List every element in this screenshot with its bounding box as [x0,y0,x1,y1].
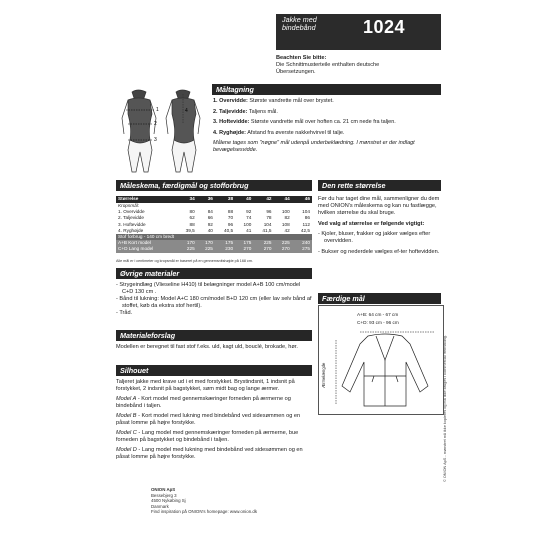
text-span: - Kort model med gennemskæringer forneden på ærmerne og bindebånd i taljen. [116,396,291,409]
text-span: - Kort model med lukning med bindebånd ved sidesømmen og en påsat lomme på højre forstykke. [116,413,301,426]
note-line-1: Beachten Sie bitte: [276,55,327,61]
finished-measurement-ab: A+B: 64 cm - 67 cm [357,312,399,317]
table-cell: 42 [284,227,290,233]
text-span: 1. Overvidde: [213,98,248,104]
maaltagning-heading: Måltagning [212,84,441,95]
rette-subheading: Ved valg af størrelse er følgende vigtigt: [318,221,425,227]
silhouet-heading: Silhouet [116,365,312,376]
text-span: 2. Taljevidde: [213,108,248,115]
model-b-description [116,413,312,427]
table-cell: 39,5 [185,227,195,233]
figure-number-3: 3 [154,137,157,143]
table-cell: 170 [177,240,197,246]
silhouet-text [116,379,312,464]
table-cell: 84 [207,209,213,215]
table-cell: 230 [215,246,235,252]
table-header-row [116,196,312,203]
model-c-description [116,430,312,444]
jacket-illustration [330,330,440,410]
footer-line: 4500 Nykøbing Sj [151,498,186,504]
table-cell: 104 [302,209,310,215]
text-span: Største vandrette mål over brystet. [249,98,334,104]
table-cell: 2. Taljevidde [118,215,144,221]
table-cell: 270 [253,246,273,252]
measurement-list [213,98,441,153]
measurement-item [213,130,441,137]
table-header-cell: 40 [235,196,253,203]
table-cell: 104 [263,221,272,227]
list-item: - Tråd. [116,310,133,316]
measurement-item [213,119,441,126]
fabric-usage-label: Stof forbrug - 140 cm bredt [116,234,312,240]
table-header-cell: 34 [177,196,197,203]
table-header-cell: 36 [197,196,215,203]
text-span: Model D [116,447,137,453]
table-cell: 170 [197,240,215,246]
measurement-item [213,109,441,116]
size-table [116,196,312,253]
table-cell: 175 [215,240,235,246]
rette-text-block [318,196,441,256]
table-cell: 88 [227,209,234,215]
sleeve-length-label: Ærmelængde [321,362,326,388]
table-cell: C+D Lang model [116,246,177,252]
measurement-note: Målene tages som "nøgne" mål udenpå underbeklædning. I mønstret er der indlagt bevægelsesvidde. [213,140,415,153]
table-cell: 275 [292,246,312,252]
table-cell: 100 [281,209,290,215]
copyright-side-note: © ONION ApS - mønstret må ikke kopieres og må ikke bruges i kommercial fremstilling. [443,335,447,482]
table-cell: 70 [227,215,234,221]
model-a-description [116,396,312,410]
table-note: Alle mål er i centimeter og kropsmål er baseret på en gennemsnitshøjde på 168 cm. [116,259,253,263]
text-span: Model C [116,430,137,436]
figure-number-4: 4 [185,108,188,114]
table-row [116,246,312,252]
silhouet-intro: Taljeret jakke med krave ud i et med forstykket. Brystindsnit, 1 indsnit på forstykket, 2 indsnit på bagstykket, søm midt bag og lange ærmer. [116,379,295,392]
list-item: - Strygeindlæg (Vlieseline H410) til belægninger model A+B 100 cm/model C+D 130 cm . [116,282,301,295]
text-span: 4. Ryghøjde: [213,129,247,136]
title-line-1: Jakke med [282,15,317,24]
measurement-item [213,98,441,105]
table-subheading: Kropsmål: [118,203,140,208]
text-span: - Lang model med lukning med bindebånd ved sidesømmen og en påsat lomme på højre forstykke. [116,447,303,460]
table-cell: 88 [189,221,195,227]
table-cell: 80 [189,209,195,215]
table-cell: 42,5 [300,227,310,233]
title-line-2: bindebånd [282,23,316,32]
footer-line: ONION ApS [151,487,176,492]
table-cell: 41,5 [262,227,272,233]
table-cell: 82 [284,215,290,221]
text-span: Model B [116,413,137,419]
table-cell: 225 [253,240,273,246]
table-cell: 92 [207,221,213,227]
table-cell: 86 [304,215,310,221]
figure-number-2: 2 [154,121,157,127]
table-cell: 225 [274,240,292,246]
table-cell: 40,5 [224,227,234,233]
rette-text: Før du har taget dine mål, sammenligner du dem med ONION's måleskema og kan nu fastlægge, hvilken størrelse du skal bruge. [318,196,440,216]
table-cell: 92 [246,209,252,215]
table-cell: 240 [292,240,312,246]
table-cell: 1. Overvidde [118,209,145,215]
oevrige-heading: Øvrige materialer [116,268,312,279]
table-cell: 66 [207,215,213,221]
table-header-cell: 38 [215,196,235,203]
text-span: 3. Hoftevidde: [213,119,250,125]
note-line-3: Übersetzungen. [276,69,316,75]
table-cell: 112 [302,221,310,227]
figure-number-1: 1 [156,107,159,113]
table-header-cell: 44 [274,196,292,203]
table-header-cell: Størrelse [116,196,177,203]
table-cell: 40 [207,227,213,233]
table-cell: 41 [246,227,252,233]
pattern-number: 1024 [363,17,406,37]
text-span: - Lang model med gennemskæringer forneden på ærmerne, bue forneden på bagstykket og bindebånd i taljen. [116,430,299,443]
body-figures-illustration [116,84,210,176]
table-cell: 78 [266,215,272,221]
table-header-cell: 42 [253,196,273,203]
table-cell: 225 [177,246,197,252]
table-cell: 270 [235,246,253,252]
table-cell: 74 [246,215,252,221]
note-line-2: Die Schnittmusterteile enthalten deutsche [276,62,380,68]
list-item: - Bånd til lukning: Model A+C 180 cm/model B+D 120 cm (eller lav selv bånd af stoffet, køb da ekstra stof hertil). [116,296,312,309]
german-note [276,55,446,76]
table-cell: 270 [274,246,292,252]
table-cell: 225 [197,246,215,252]
rette-heading: Den rette størrelse [318,180,441,191]
table-cell: 100 [243,221,252,227]
list-item: - Bukser og nederdele vælges ef-ter hoftevidden. [318,249,440,255]
pattern-title [282,16,317,32]
materialeforslag-text: Modellen er beregnet til fast stof f.eks. uld, kagt uld, bouclé, brokade, hør. [116,344,298,350]
materialeforslag-heading: Materialeforslag [116,330,312,341]
maaleskema-heading: Måleskema, færdigmål og stofforbrug [116,180,312,191]
text-span: Taljens mål. [248,108,278,115]
text-span: Model A [116,396,137,402]
oevrige-list [116,282,312,317]
footer-address [151,487,257,515]
list-item: - Kjoler, bluser, frakker og jakker vælges efter overvidden. [318,231,431,244]
footer-line: Danmark [151,503,169,509]
table-cell: 175 [235,240,253,246]
table-cell: 96 [227,221,234,227]
text-span: Afstand fra øverste nakkehvirvel til talje. [247,129,345,136]
footer-line: Find inspiration på ONION's homepage: www.onion.dk [151,509,258,515]
faerdig-heading: Færdige mål [318,293,441,304]
text-span: Største vandrette mål over hoften ca. 21 cm nede fra taljen. [250,119,396,125]
table-cell: 108 [281,221,290,227]
table-header-cell: 46 [292,196,312,203]
table-cell: 3. Hoftevidde [118,221,146,227]
finished-measurement-cd: C+D: 93 cm - 96 cm [357,320,399,325]
table-cell: A+B Kort model [116,240,177,246]
model-d-description [116,447,312,461]
table-cell: 62 [189,215,195,221]
table-cell: 96 [266,209,272,215]
table-cell: 4. Ryghøjde [118,227,144,233]
footer-line: Bessebjerg 3 [151,492,177,498]
